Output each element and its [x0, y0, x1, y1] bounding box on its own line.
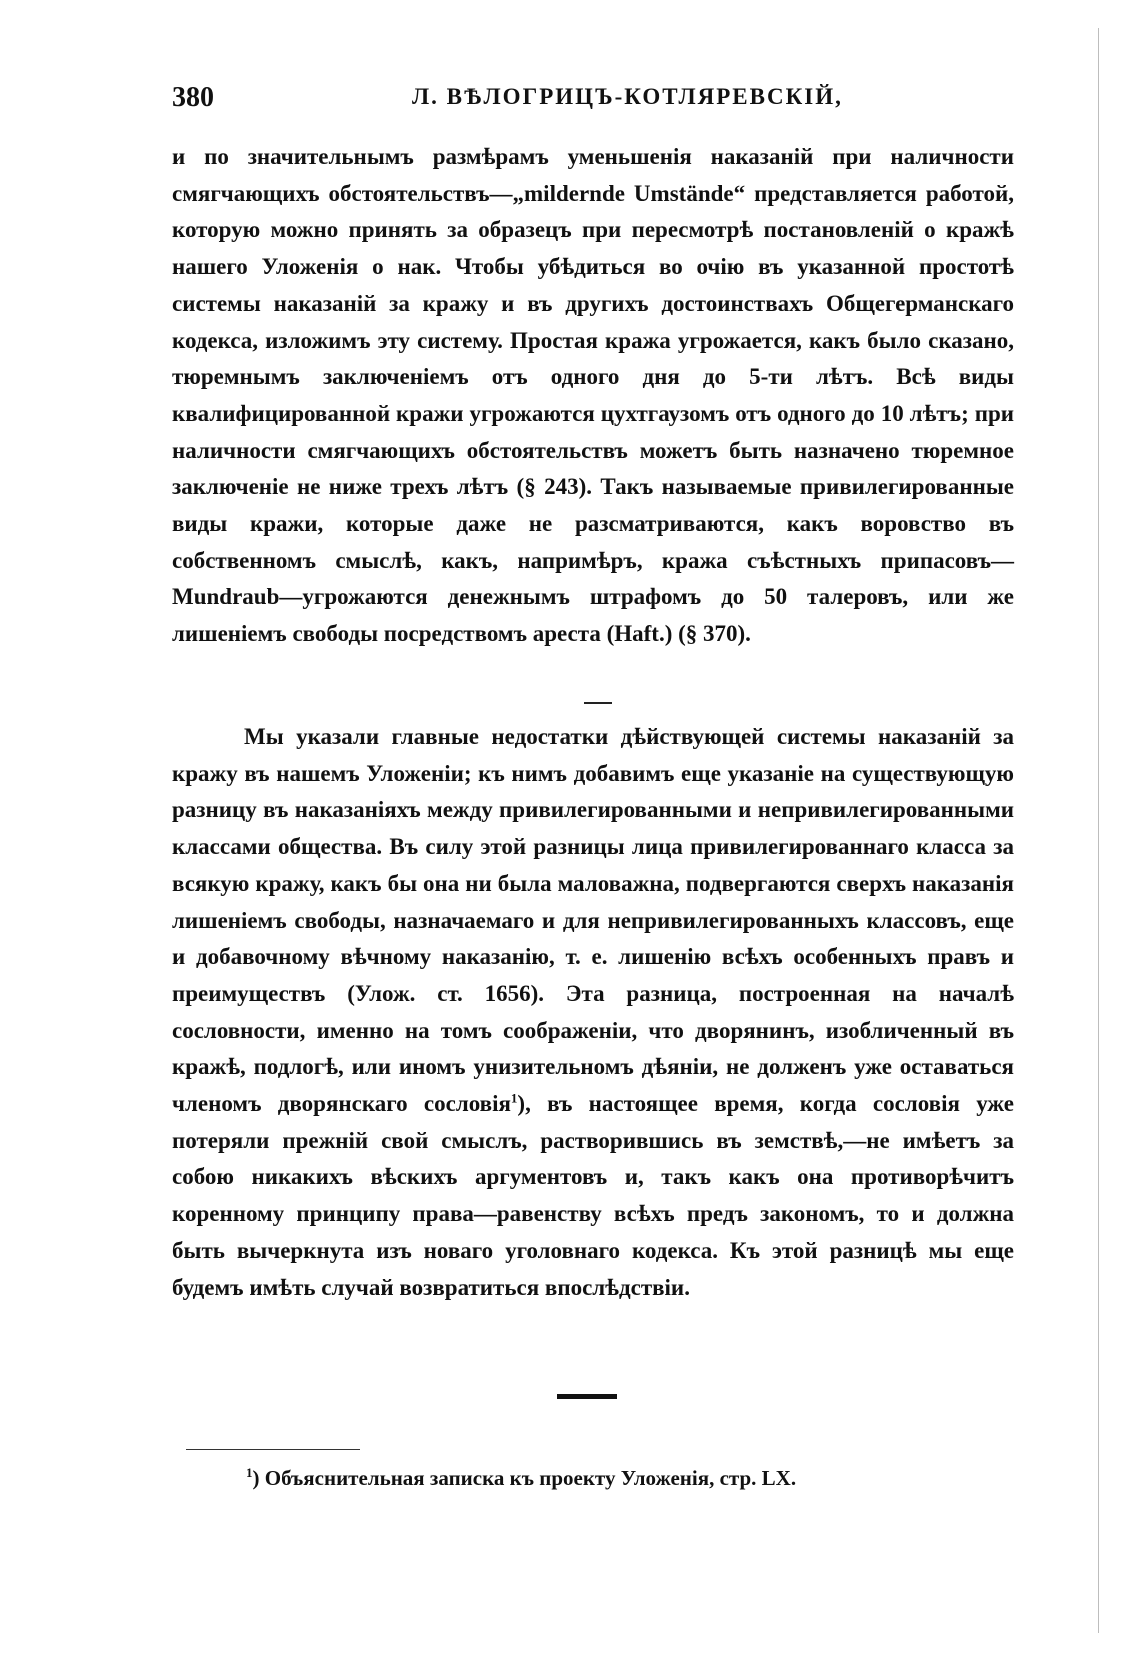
footnote-marker: 1 [246, 1465, 253, 1480]
footnote-text: ) Объяснительная записка къ проекту Уложенія, стр. LX. [252, 1466, 797, 1490]
end-of-section-rule [557, 1394, 617, 1399]
paragraph-2-tail: ), въ настоящее время, когда сословія уже потеряли прежній свой смыслъ, растворившись въ земствѣ,—не имѣетъ за собою никакихъ вѣскихъ аргументовъ и, такъ какъ она противорѣчитъ коренному принципу права—равенству всѣхъ предъ закономъ, то и должна быть вычеркнута изъ новаго уголовнаго кодекса. Къ этой разницѣ мы еще будемъ имѣть случай возвратиться впослѣдствіи. [172, 1091, 1014, 1300]
footnote-reference: 1 [510, 1090, 518, 1106]
page-edge-line [1098, 28, 1099, 1633]
paragraph-1: и по значительнымъ размѣрамъ уменьшенія наказаній при наличности смягчающихъ обстоятельствъ—„mildernde Umstände“ представляется работой, которую можно принять за образецъ при пересмотрѣ постановленій о кражѣ нашего Уложенія о нак. Чтобы убѣдиться во очію въ указанной простотѣ системы наказаній за кражу и въ другихъ достоинствахъ Общегерманскаго кодекса, изложимъ эту систему. Простая кража угрожается, какъ было сказано, тюремнымъ заключеніемъ отъ одного дня до 5-ти лѣтъ. Всѣ виды квалифицированной кражи угрожаются цухтгаузомъ отъ одного до 10 лѣтъ; при наличности смягчающихъ обстоятельствъ можетъ быть назначено тюремное заключеніе не ниже трехъ лѣтъ (§ 243). Такъ называемые привилегированные виды кражи, которые даже не разсматриваются, какъ воровство въ собственномъ смыслѣ, какъ, напримѣръ, кража съѣстныхъ припасовъ—Mundraub—угрожаются денежнымъ штрафомъ до 50 талеровъ, или же лишеніемъ свободы посредствомъ ареста (Haft.) (§ 370). [172, 144, 1014, 647]
paragraph-2-text: Мы указали главные недостатки дѣйствующей системы наказаній за кражу въ нашемъ Уложеніи; къ нимъ добавимъ еще указаніе на существующую разницу въ наказаніяхъ между привилегированными и непривилегированными классами общества. Въ силу этой разницы лица привилегированнаго класса за всякую кражу, какъ бы она ни была маловажна, подвергаются сверхъ наказанія лишеніемъ свободы, назначаемаго и для непривилегированныхъ классовъ, еще и добавочному вѣчному наказанію, т. е. лишенію всѣхъ особенныхъ правъ и преимуществъ (Улож. ст. 1656). Эта разница, построенная на началѣ сословности, именно на томъ соображеніи, что дворянинъ, изобличенный въ кражѣ, подлогѣ, или иномъ унизительномъ дѣяніи, не долженъ уже оставаться членомъ дворянскаго сословія [172, 724, 1014, 1117]
footnote-rule [186, 1449, 360, 1450]
running-head: Л. ВѢЛОГРИЦЪ-КОТЛЯРЕВСКІЙ, [412, 84, 843, 109]
page-number: 380 [172, 82, 214, 113]
paragraph-2 [172, 719, 1014, 1306]
page-header [172, 82, 1014, 122]
section-separator [584, 702, 612, 704]
footnote [246, 1464, 796, 1492]
